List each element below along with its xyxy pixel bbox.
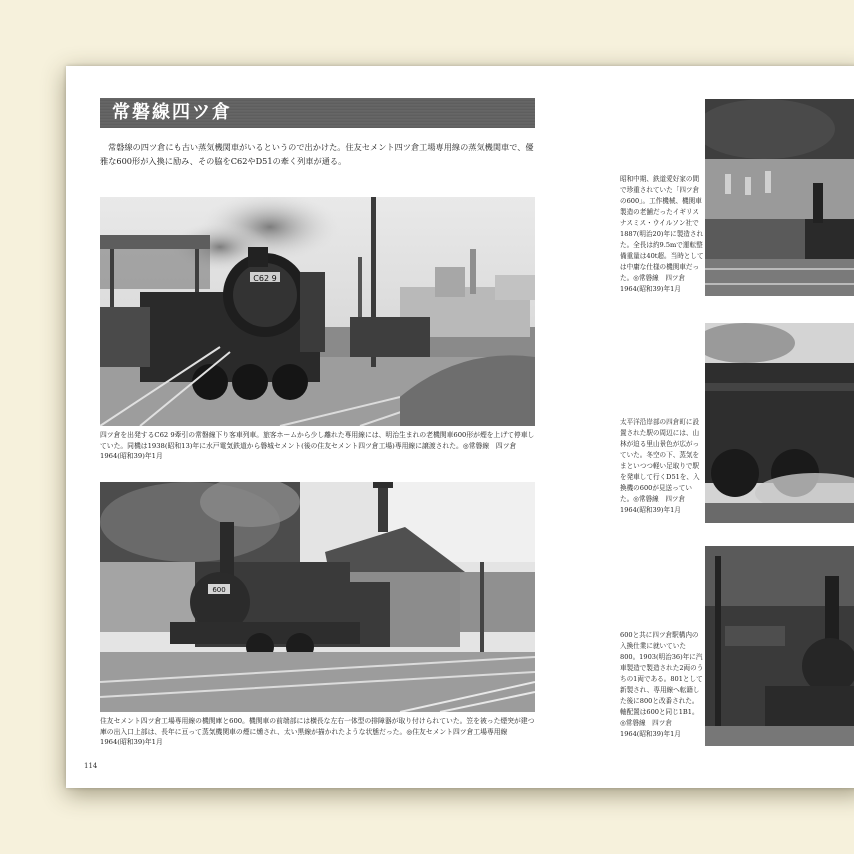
page-number: 114 bbox=[84, 762, 98, 770]
photo-side-600-image bbox=[705, 99, 854, 296]
photo-side-d51-image bbox=[705, 323, 854, 523]
photo-side-800-image bbox=[705, 546, 854, 746]
photo-side-d51 bbox=[705, 323, 854, 523]
caption-photo1: 四ツ倉を出発するC62 9牽引の常磐線下り客車列車。旅客ホームから少し離れた専用線には、明治生まれの老機関車600形が煙を上げて停車していた。同機は1938(昭和13)年に水戸電気鉄道から磐城セメント(後の住友セメント四ツ倉工場)専用線に譲渡された。◎常磐線 四ツ倉 1964(昭和39)年1月 bbox=[100, 431, 535, 460]
photo-side-600 bbox=[705, 99, 854, 296]
caption-side1: 昭和中期、鉄道愛好家の間で珍重されていた「四ツ倉の600」。工作機械、機関車製造の老舗だったイギリス ナスミス・ウイルソン社で1887(明治20)年に製造された。全長は約9.5mで運転整備重量は40t超。当時としては中庸な仕様の機関車だった。◎常磐線 四ツ倉1964(昭和39)年1月 bbox=[620, 175, 704, 293]
caption-side2: 太平洋沿岸部の四倉町に設置された駅の周辺には、山林が迫る里山景色が広がっていた。冬空の下、蒸気をまといつつ軽い足取りで駅を発車して行くD51を、入換機の600が見送っていた。◎常磐線 四ツ倉 1964(昭和39)年1月 bbox=[620, 418, 700, 514]
book-page bbox=[66, 66, 854, 788]
600-number-plate: 600 bbox=[212, 586, 226, 594]
caption-photo2: 住友セメント四ツ倉工場専用線の機関庫と600。機関車の前端部には横長な左右一体型の排障器が取り付けられていた。笠を被った煙突が建つ庫の出入口上部は、長年に亘って蒸気機関車の煙に燻され、太い黒線が描かれたような状態だった。◎住友セメント四ツ倉工場専用線 1964(昭和39)年1月 bbox=[100, 717, 535, 746]
photo-c62-train-image bbox=[100, 197, 535, 426]
caption-side3: 600と共に四ツ倉駅構内の入換仕業に就いていた800。1903(明治36)年に汽車製造で製造された2両のうちの1両である。801として新製され、専用線へ転籍した後に800と改番された。軸配置は600と同じ1B1。◎常磐線 四ツ倉 1964(昭和39)年1月 bbox=[620, 631, 704, 738]
photo-600-shed bbox=[100, 482, 535, 712]
photo-side-800 bbox=[705, 546, 854, 746]
photo-c62-train bbox=[100, 197, 535, 426]
intro-text: 常磐線の四ツ倉にも古い蒸気機関車がいるというので出かけた。住友セメント四ツ倉工場専用線の蒸気機関車で、優雅な600形が入換に励み、その脇をC62やD51の牽く列車が通る。 bbox=[100, 142, 534, 166]
c62-number-plate: C62 9 bbox=[253, 274, 277, 283]
photo-600-shed-image bbox=[100, 482, 535, 712]
section-title: 常磐線四ツ倉 bbox=[100, 98, 535, 128]
